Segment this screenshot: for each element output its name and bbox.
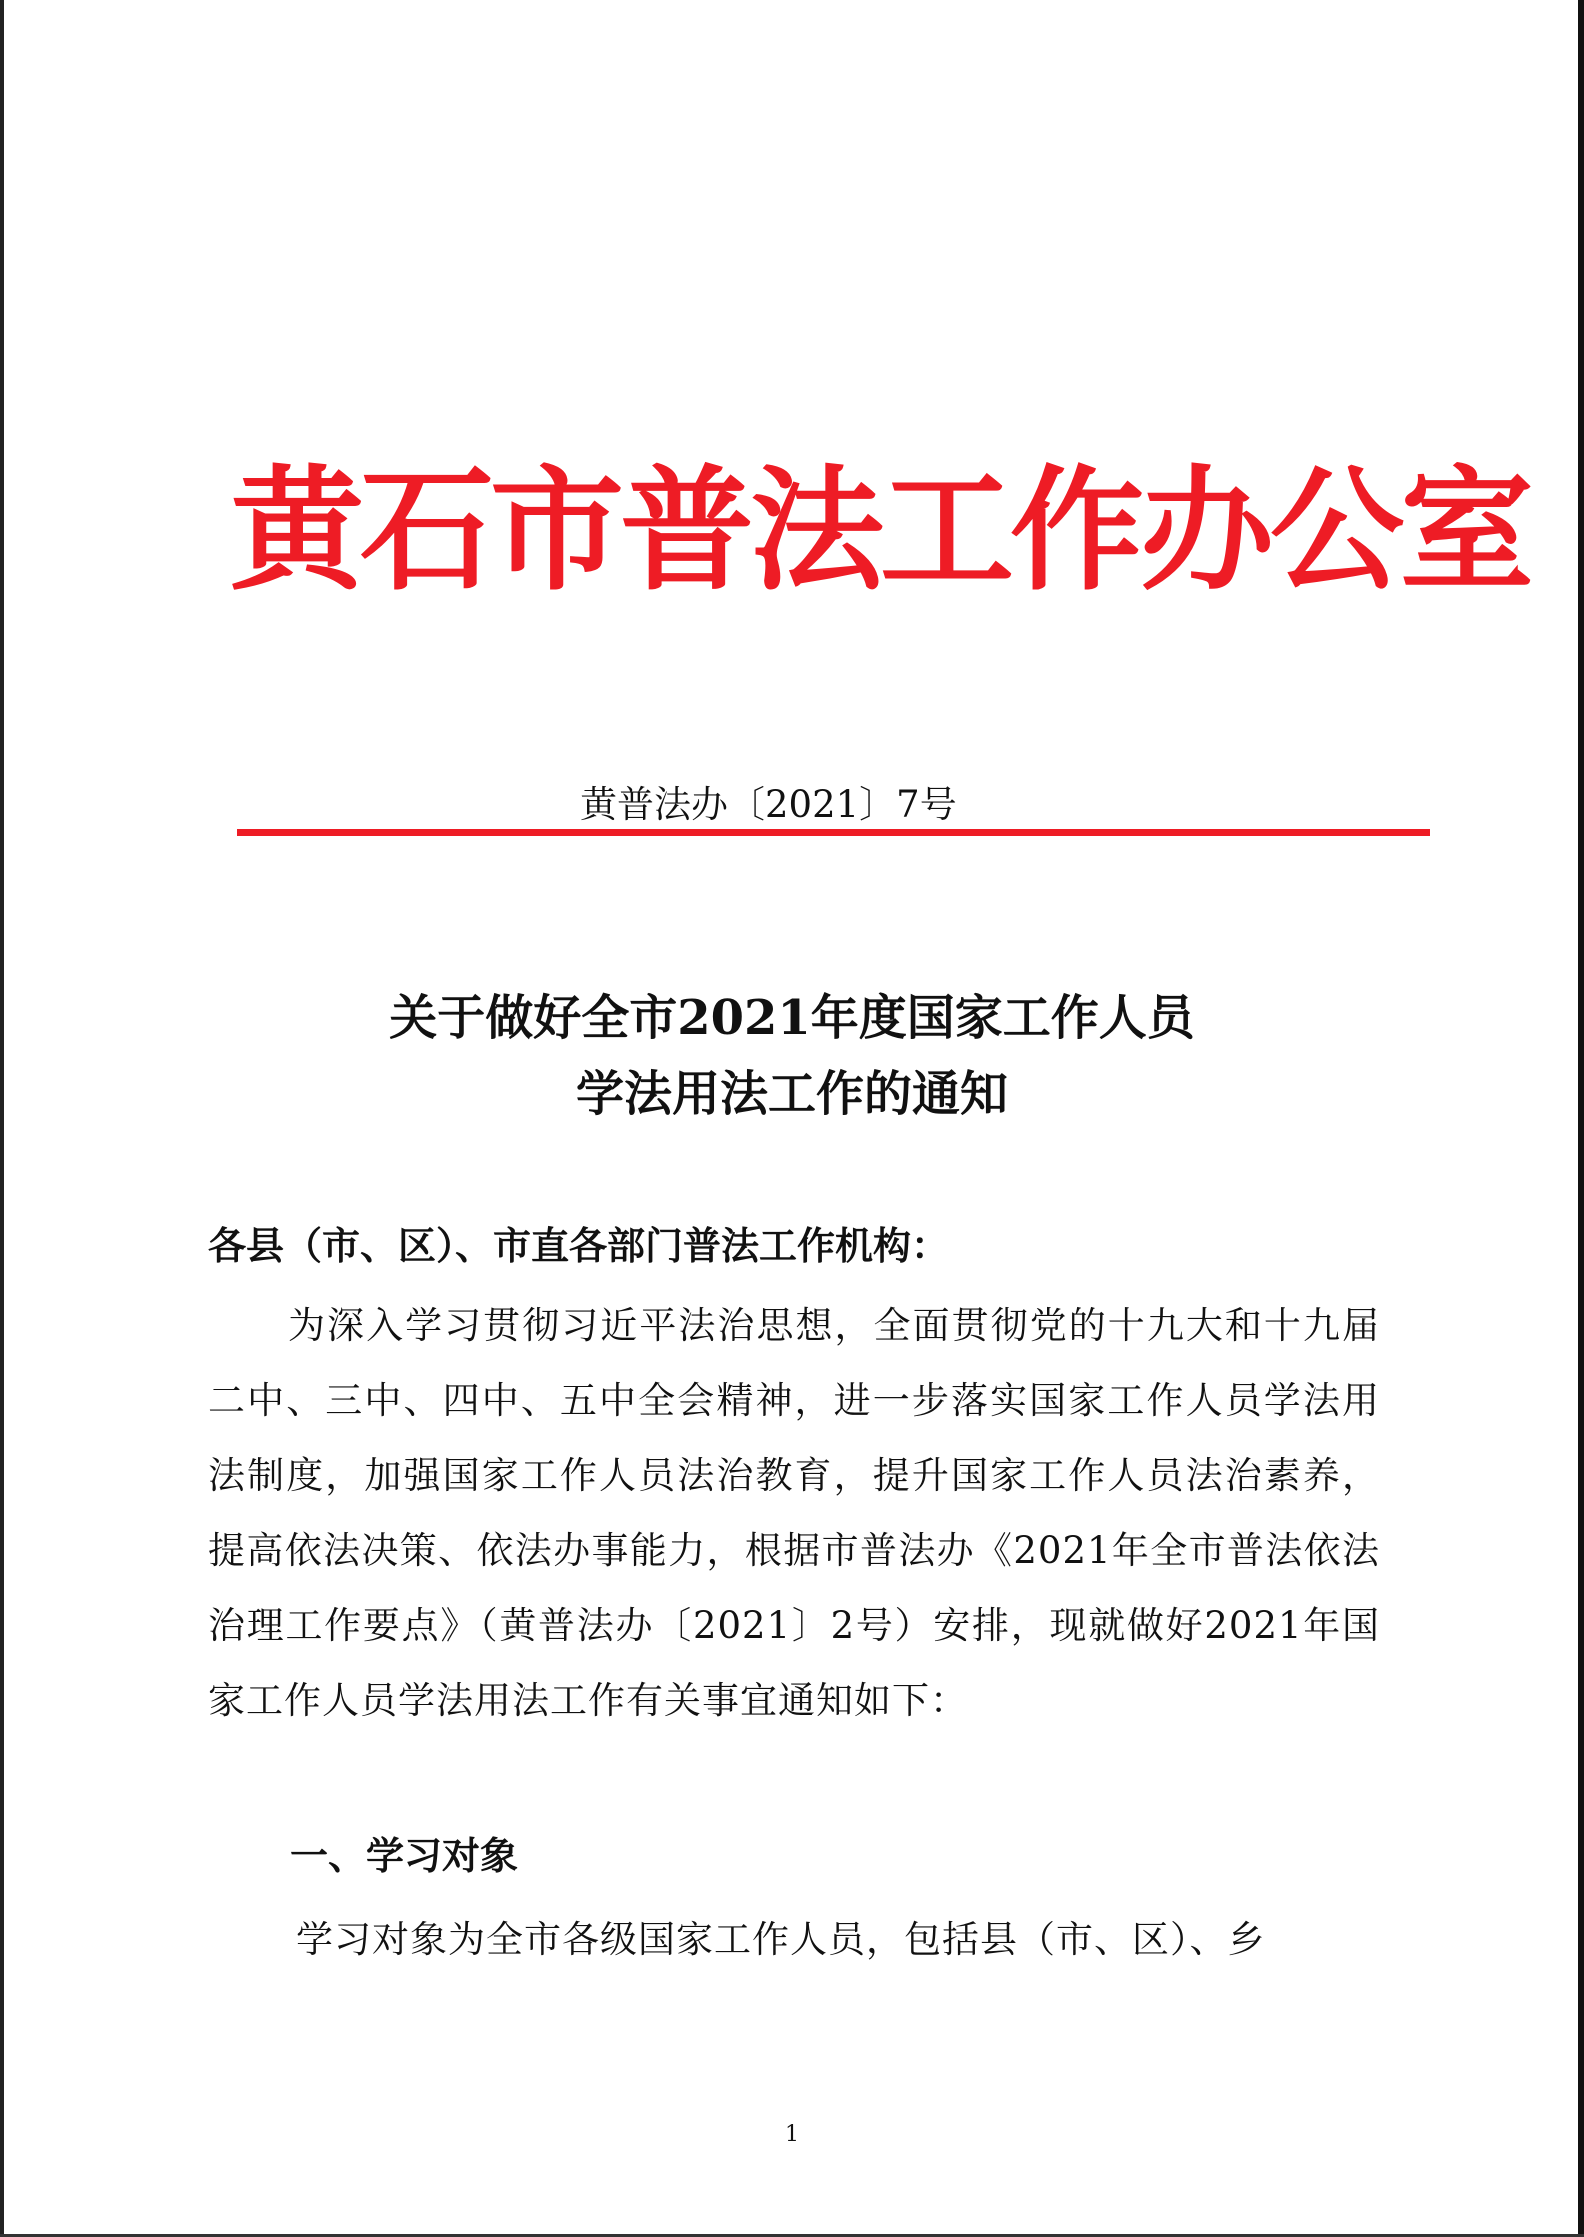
section-heading-learning-target: 一、学习对象: [290, 1833, 519, 1878]
document-title: [200, 980, 1384, 1132]
section-paragraph-learning-target: 学习对象为全市各级国家工作人员，包括县（市、区）、乡: [296, 1918, 1266, 1961]
salutation: 各县（市、区）、市直各部门普法工作机构：: [208, 1223, 950, 1268]
title-line-2: 学法用法工作的通知: [575, 1066, 1008, 1122]
scan-edge-left: [0, 0, 4, 2237]
document-number: 黄普法办〔2021〕7号: [580, 783, 957, 826]
red-separator-line: [237, 829, 1430, 836]
page-number: 1: [785, 2122, 799, 2147]
intro-paragraph: 为深入学习贯彻习近平法治思想，全面贯彻党的十九大和十九届二中、三中、四中、五中全会精神，进一步落实国家工作人员学法用法制度，加强国家工作人员法治教育，提升国家工作人员法治素养，提高依法决策、依法办事能力，根据市普法办《2021年全市普法依法治理工作要点》（黄普法办〔2021〕2号）安排，现就做好2021年国家工作人员学法用法工作有关事宜通知如下：: [208, 1304, 1380, 1722]
title-line-1: 关于做好全市2021年度国家工作人员: [389, 990, 1195, 1046]
issuer-header: 黄石市普法工作办公室: [230, 451, 1531, 609]
scan-edge-right: [1578, 0, 1584, 2237]
